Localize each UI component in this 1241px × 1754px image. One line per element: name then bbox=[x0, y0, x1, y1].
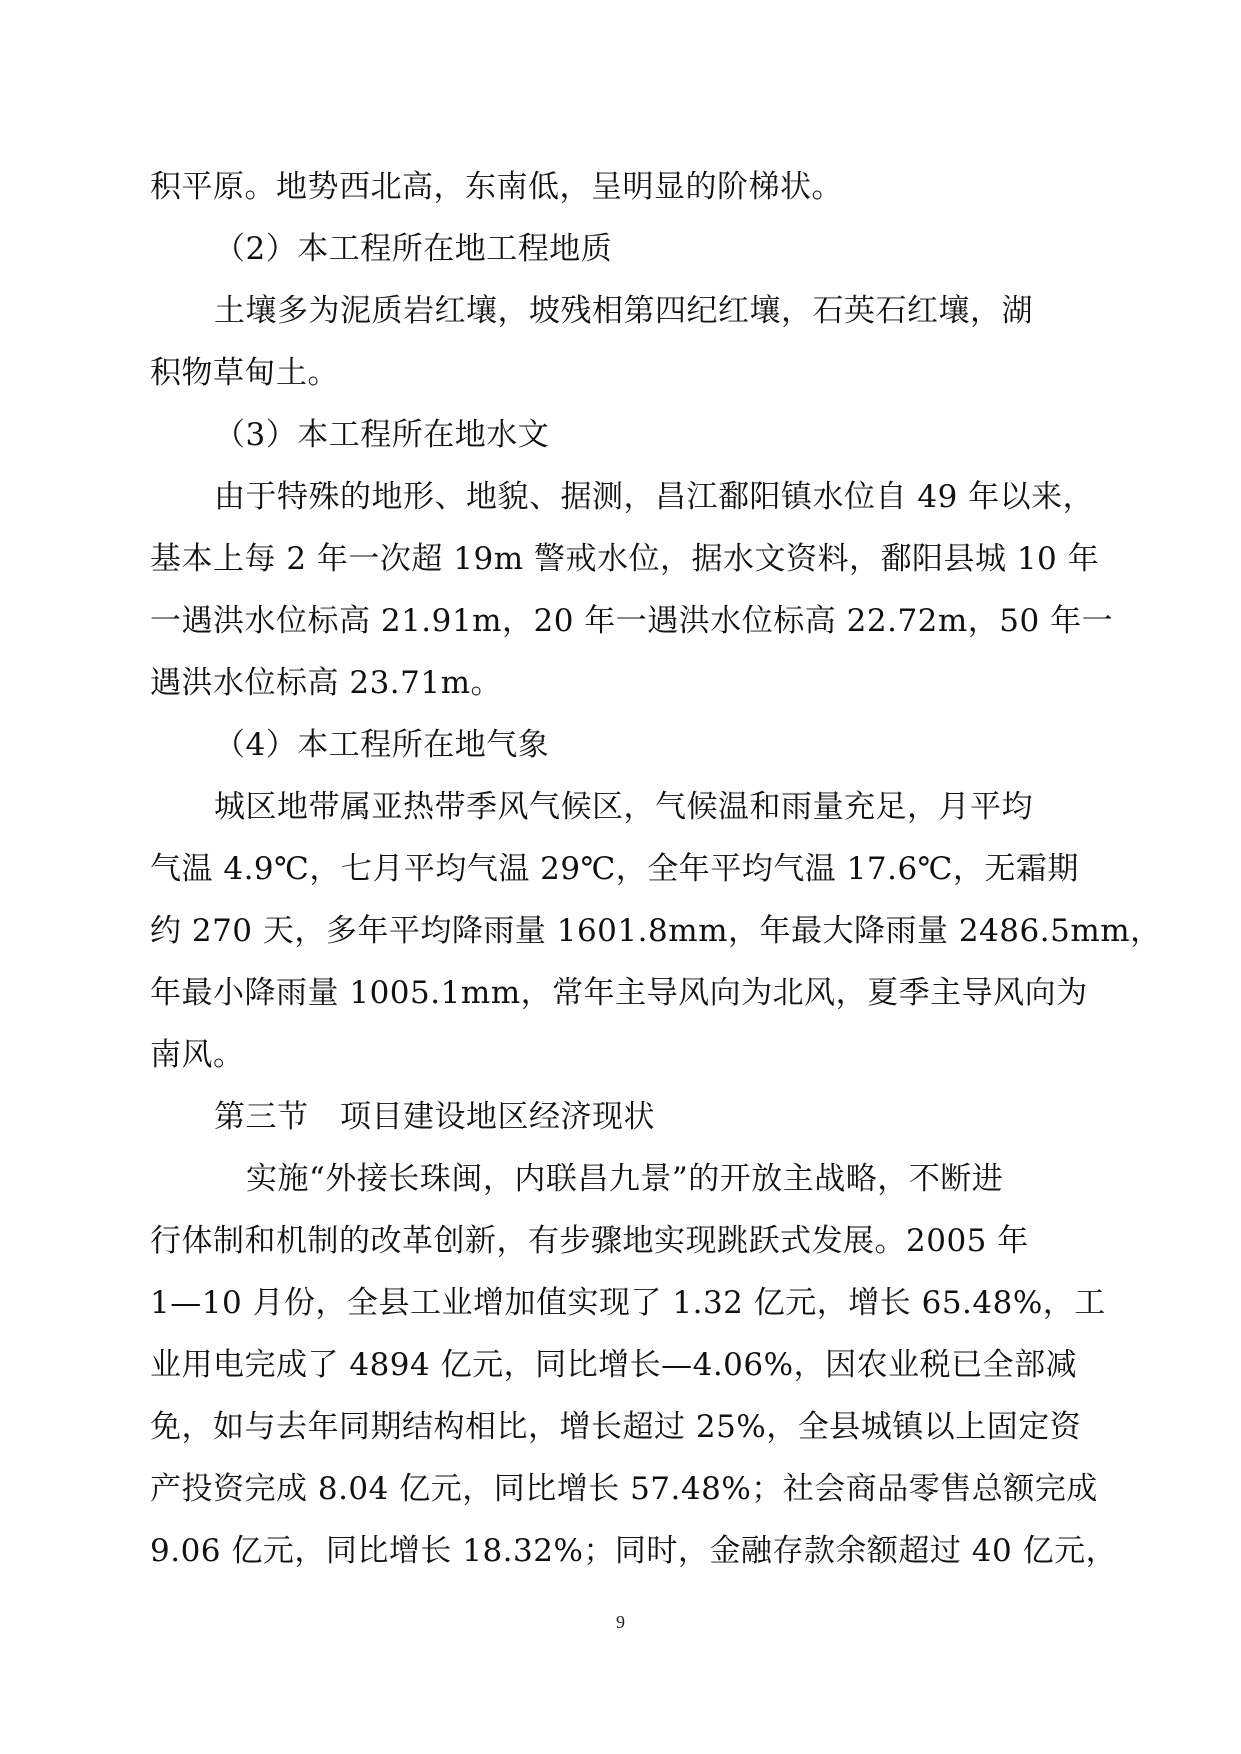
subheading-climate: （4）本工程所在地气象 bbox=[214, 727, 550, 763]
page-number: 9 bbox=[616, 1612, 625, 1632]
subheading-hydrology: （3）本工程所在地水文 bbox=[214, 417, 550, 453]
text-line-3: 土壤多为泥质岩红壤，坡残相第四纪红壤，石英石红壤，湖 bbox=[214, 293, 1033, 329]
text-line-9: 遇洪水位标高 23.71m。 bbox=[150, 665, 502, 701]
subheading-geology: （2）本工程所在地工程地质 bbox=[214, 231, 613, 267]
document-body bbox=[150, 156, 1162, 1582]
text-line-14: 年最小降雨量 1005.1mm，常年主导风向为北风，夏季主导风向为 bbox=[150, 975, 1088, 1011]
text-line-13: 约 270 天，多年平均降雨量 1601.8mm，年最大降雨量 2486.5mm， bbox=[150, 913, 1162, 949]
text-line-18: 行体制和机制的改革创新，有步骤地实现跳跃式发展。2005 年 bbox=[150, 1223, 1029, 1259]
text-line-19: 1—10 月份，全县工业增加值实现了 1.32 亿元，增长 65.48%，工 bbox=[150, 1285, 1106, 1321]
text-line-21: 免，如与去年同期结构相比，增长超过 25%，全县城镇以上固定资 bbox=[150, 1409, 1082, 1445]
text-line-4: 积物草甸土。 bbox=[150, 355, 339, 391]
text-line-8: 一遇洪水位标高 21.91m，20 年一遇洪水位标高 22.72m，50 年一 bbox=[150, 603, 1114, 639]
section-heading: 第三节 项目建设地区经济现状 bbox=[214, 1099, 655, 1135]
text-line-11: 城区地带属亚热带季风气候区，气候温和雨量充足，月平均 bbox=[214, 789, 1033, 825]
text-line-12: 气温 4.9℃，七月平均气温 29℃，全年平均气温 17.6℃，无霜期 bbox=[150, 851, 1079, 887]
text-line-23: 9.06 亿元，同比增长 18.32%；同时，金融存款余额超过 40 亿元， bbox=[150, 1533, 1118, 1569]
text-line-7: 基本上每 2 年一次超 19m 警戒水位，据水文资料，鄱阳县城 10 年 bbox=[150, 541, 1100, 577]
text-line-1: 积平原。地势西北高，东南低，呈明显的阶梯状。 bbox=[150, 169, 843, 205]
text-line-20: 业用电完成了 4894 亿元，同比增长—4.06%，因农业税已全部减 bbox=[150, 1347, 1078, 1383]
text-line-15: 南风。 bbox=[150, 1037, 245, 1073]
text-line-17: 实施“外接长珠闽，内联昌九景”的开放主战略，不断进 bbox=[246, 1161, 1004, 1197]
text-line-22: 产投资完成 8.04 亿元，同比增长 57.48%；社会商品零售总额完成 bbox=[150, 1471, 1098, 1507]
text-line-6: 由于特殊的地形、地貌、据测，昌江鄱阳镇水位自 49 年以来， bbox=[214, 479, 1095, 515]
